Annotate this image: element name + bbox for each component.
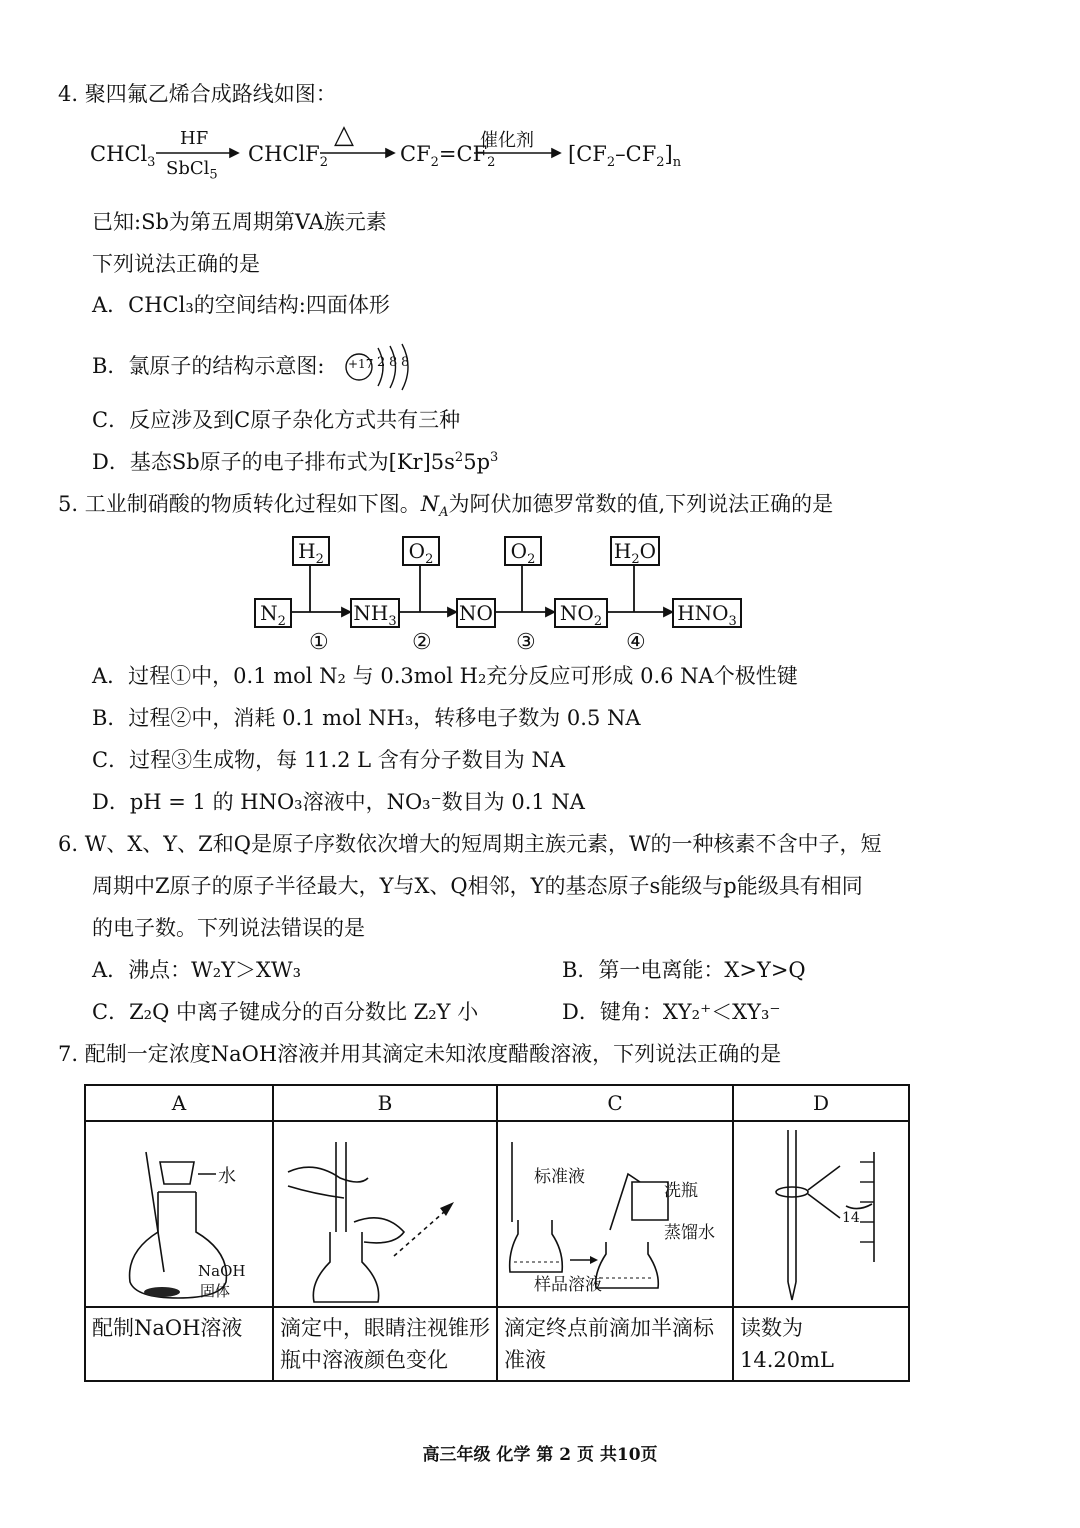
q5-option-c[interactable]: C．过程③生成物，每 11.2 L 含有分子数目为 NA	[92, 748, 566, 772]
label-distilled-water: 蒸馏水	[664, 1223, 715, 1243]
flow-top-o2-a: $O_2$	[402, 536, 440, 566]
q7-caption-c: 滴定终点前滴加半滴标准液	[497, 1307, 733, 1381]
flow-n2: $N_2$	[254, 598, 292, 628]
q5-option-b[interactable]: B．过程②中，消耗 0.1 mol NH₃，转移电子数为 0.5 NA	[92, 706, 641, 730]
q7-header-a: A	[85, 1085, 273, 1121]
flow-nh3: $NH_3$	[350, 598, 400, 628]
q7-header-c: C	[497, 1085, 733, 1121]
route-ptfe: $[CF_2-CF_2]_n$	[568, 142, 682, 171]
q7-image-a	[85, 1121, 273, 1307]
q4-option-c[interactable]: C．反应涉及到C原子杂化方式共有三种	[92, 408, 461, 432]
q7-image-b	[273, 1121, 497, 1307]
q7-header-d: D	[733, 1085, 909, 1121]
route-sbcl5: SbCl$_5$	[166, 158, 218, 183]
label-water: 水	[218, 1166, 236, 1187]
q7-caption-b: 滴定中，眼睛注视锥形瓶中溶液颜色变化	[273, 1307, 497, 1381]
q5-stem: 5. 工业制硝酸的物质转化过程如下图。$N_A$为阿伏加德罗常数的值,下列说法正确的是	[58, 492, 834, 521]
flow-step-1: ①	[309, 630, 329, 655]
route-chclf2: CHClF$_2$	[248, 142, 329, 171]
route-heat: △	[334, 120, 354, 150]
route-arrows	[90, 128, 690, 188]
label-wash-bottle: 洗瓶	[664, 1181, 698, 1201]
titration-hands-icon	[274, 1122, 496, 1306]
burette-reading-icon	[734, 1122, 912, 1306]
label-reading-14: 14	[842, 1210, 860, 1226]
q6-line-1: 6. W、X、Y、Z和Q是原子序数依次增大的短周期主族元素，W的一种核素不含中子，短	[58, 832, 882, 856]
q4-ask: 下列说法正确的是	[92, 252, 260, 276]
q6-line-3: 的电子数。下列说法错误的是	[92, 916, 365, 940]
q7-table	[84, 1084, 910, 1382]
flow-top-h2: $H_2$	[292, 536, 330, 566]
label-sample: 样品溶液	[534, 1275, 602, 1295]
flow-step-4: ④	[626, 630, 646, 655]
route-cf2cf2: $CF_2=CF_2$	[400, 142, 496, 171]
route-chcl3: CHCl$_3$	[90, 142, 156, 171]
q6-line-2: 周期中Z原子的原子半径最大，Y与X、Q相邻，Y的基态原子s能级与p能级具有相同	[92, 874, 863, 898]
q5-option-a[interactable]: A．过程①中，0.1 mol N₂ 与 0.3mol H₂充分反应可形成 0.6 NA个极性键	[92, 664, 798, 688]
atom-nucleus: +17	[348, 357, 374, 371]
q7-stem: 7. 配制一定浓度NaOH溶液并用其滴定未知浓度醋酸溶液，下列说法正确的是	[58, 1042, 782, 1066]
chlorine-atom-diagram	[344, 340, 416, 394]
atom-shell-1: 2	[377, 355, 386, 370]
q4-stem: 4. 聚四氟乙烯合成路线如图：	[58, 82, 337, 106]
q5-option-d[interactable]: D．pH = 1 的 HNO₃溶液中，NO₃⁻数目为 0.1 NA	[92, 790, 585, 814]
q4-option-a[interactable]: A．CHCl₃的空间结构:四面体形	[92, 293, 390, 317]
label-standard: 标准液	[534, 1167, 585, 1187]
flow-no2: $NO_2$	[554, 598, 608, 628]
q7-caption-a: 配制NaOH溶液	[85, 1307, 273, 1381]
q6-option-d[interactable]: D．键角：XY₂⁺＜XY₃⁻	[562, 1000, 781, 1024]
q7-header-b: B	[273, 1085, 497, 1121]
atom-shell-3: 8	[401, 355, 410, 370]
q4-known: 已知:Sb为第五周期第VA族元素	[92, 210, 387, 234]
q4-route	[90, 120, 690, 188]
page-footer: 高三年级 化学 第 2 页 共10页	[422, 1445, 658, 1465]
q7-image-c	[497, 1121, 733, 1307]
q5-flowchart	[250, 534, 750, 660]
q4-option-b[interactable]: B．氯原子的结构示意图:	[92, 354, 325, 378]
route-hf: HF	[180, 128, 209, 149]
flow-step-3: ③	[516, 630, 536, 655]
flow-top-o2-b: $O_2$	[504, 536, 542, 566]
route-catalyst: 催化剂	[480, 130, 534, 151]
flow-top-h2o: $H_2O$	[610, 536, 660, 566]
flow-no: NO	[456, 598, 496, 628]
q6-option-c[interactable]: C．Z₂Q 中离子键成分的百分数比 Z₂Y 小	[92, 1000, 479, 1024]
q6-option-a[interactable]: A．沸点：W₂Y＞XW₃	[92, 958, 301, 982]
q6-option-b[interactable]: B．第一电离能：X>Y>Q	[562, 958, 806, 982]
flow-hno3: $HNO_3$	[672, 598, 742, 628]
q7-image-d	[733, 1121, 909, 1307]
atom-shell-2: 8	[389, 355, 398, 370]
flow-step-2: ②	[412, 630, 432, 655]
q4-option-d[interactable]: D．基态Sb原子的电子排布式为$[Kr]5s^25p^3$	[92, 450, 499, 474]
label-naoh: NaOH	[198, 1262, 246, 1280]
label-solid: 固体	[200, 1282, 231, 1300]
q7-caption-d: 读数为 14.20mL	[733, 1307, 909, 1381]
